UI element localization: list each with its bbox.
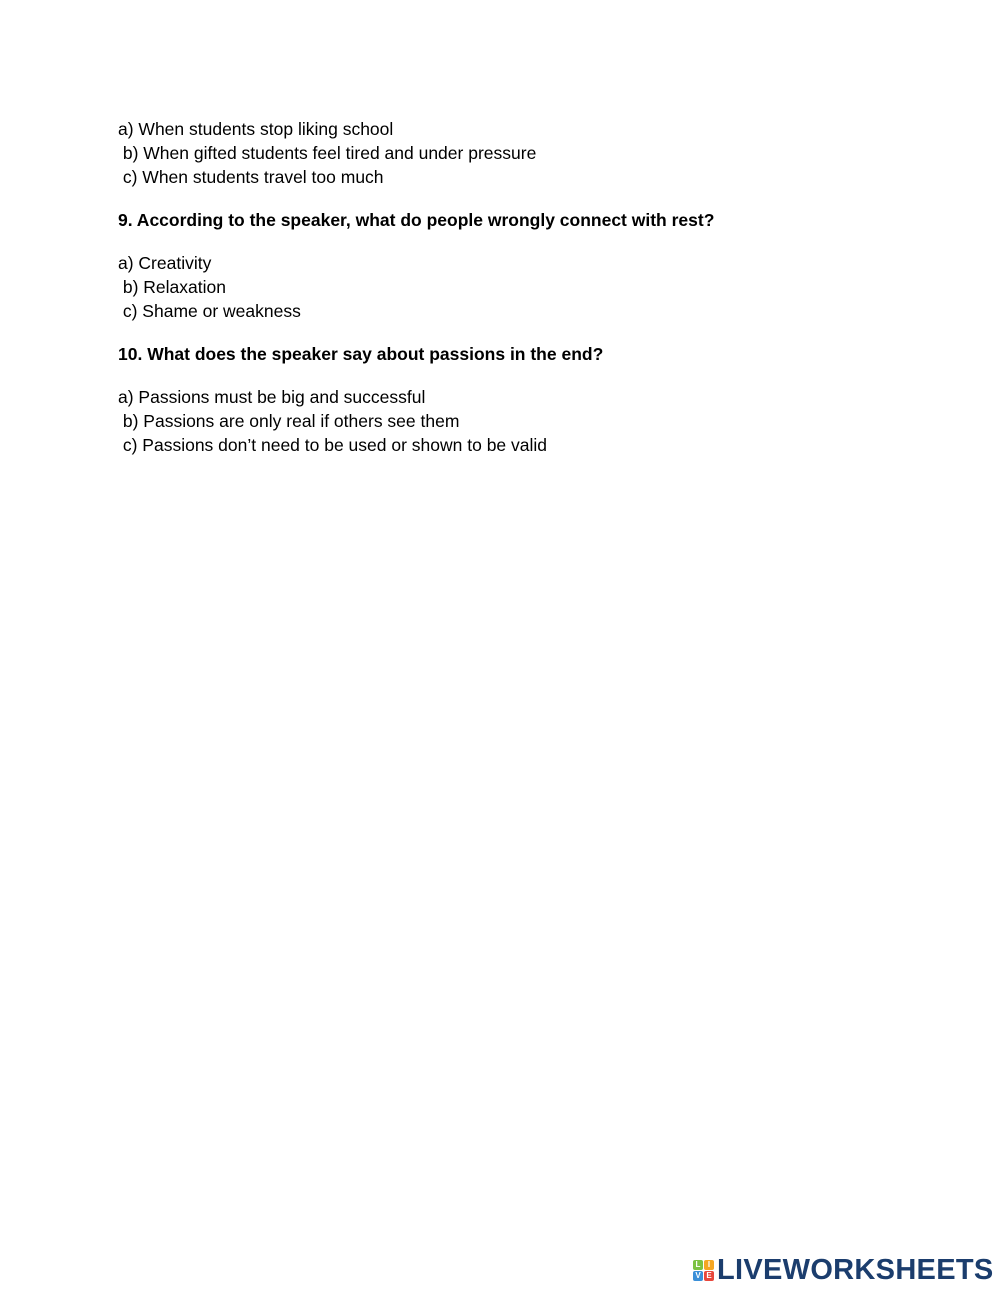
liveworksheets-logo-icon (693, 1260, 714, 1281)
q8-option-a[interactable]: a) When students stop liking school (118, 119, 394, 139)
q8-option-c[interactable]: c) When students travel too much (118, 167, 384, 187)
q9-question: 9. According to the speaker, what do people wrongly connect with rest? (118, 210, 715, 230)
q10-options (118, 385, 938, 457)
logo-mark-e: E (704, 1271, 714, 1281)
liveworksheets-logo (693, 1255, 994, 1285)
q9-option-c[interactable]: c) Shame or weakness (118, 301, 301, 321)
worksheet-page (118, 117, 938, 457)
q8-option-b[interactable]: b) When gifted students feel tired and under pressure (118, 143, 537, 163)
q10-option-a[interactable]: a) Passions must be big and successful (118, 387, 426, 407)
q10-question: 10. What does the speaker say about passions in the end? (118, 344, 604, 364)
q9-option-b[interactable]: b) Relaxation (118, 277, 226, 297)
q10-option-c[interactable]: c) Passions don’t need to be used or shown to be valid (118, 435, 548, 455)
logo-mark-v: V (693, 1271, 703, 1281)
logo-mark-i: I (704, 1260, 714, 1270)
logo-mark-l: L (693, 1260, 703, 1270)
q9-option-a[interactable]: a) Creativity (118, 253, 212, 273)
q9-options (118, 251, 938, 323)
liveworksheets-logo-text: LIVEWORKSHEETS (717, 1254, 994, 1286)
q10-option-b[interactable]: b) Passions are only real if others see them (118, 411, 460, 431)
q8-options (118, 117, 938, 189)
